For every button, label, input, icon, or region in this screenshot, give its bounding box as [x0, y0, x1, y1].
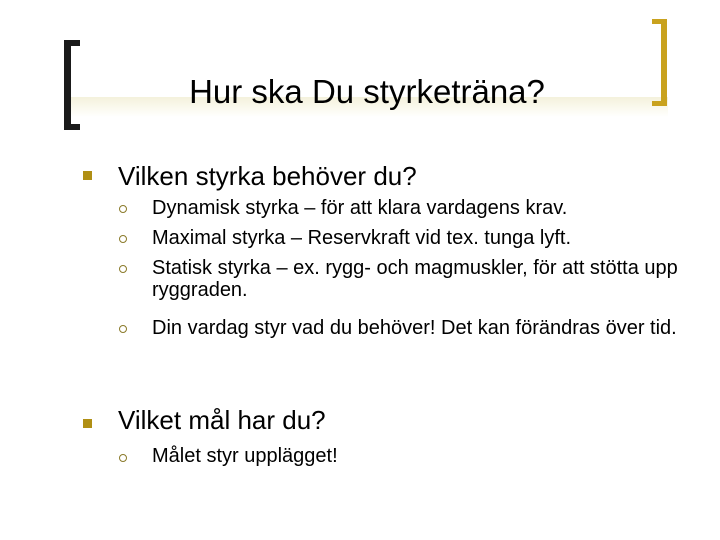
bullet-level2: Dynamisk styrka – för att klara vardagens krav. [152, 197, 568, 219]
bullet-level2: Din vardag styr vad du behöver! Det kan förändras över tid. [152, 317, 677, 339]
bullet-level2: Maximal styrka – Reservkraft vid tex. tunga lyft. [152, 227, 572, 249]
circle-bullet-icon [119, 325, 127, 333]
circle-bullet-icon [119, 454, 127, 462]
bullet-level2: Statisk styrka – ex. rygg- och magmuskler, för att stötta upp ryggraden. [152, 257, 678, 301]
bullet-level1: Vilket mål har du? [118, 405, 326, 435]
circle-bullet-icon [119, 265, 127, 273]
left-bracket-bottom-icon [64, 124, 80, 130]
bullet-level2: Målet styr upplägget! [152, 445, 338, 467]
slide-title: Hur ska Du styrketräna? [189, 73, 545, 110]
bullet-level1: Vilken styrka behöver du? [118, 161, 417, 191]
left-bracket-top-icon [64, 40, 80, 46]
circle-bullet-icon [119, 235, 127, 243]
right-bracket-top-icon [652, 19, 667, 24]
square-bullet-icon [83, 419, 92, 428]
circle-bullet-icon [119, 205, 127, 213]
square-bullet-icon [83, 171, 92, 180]
